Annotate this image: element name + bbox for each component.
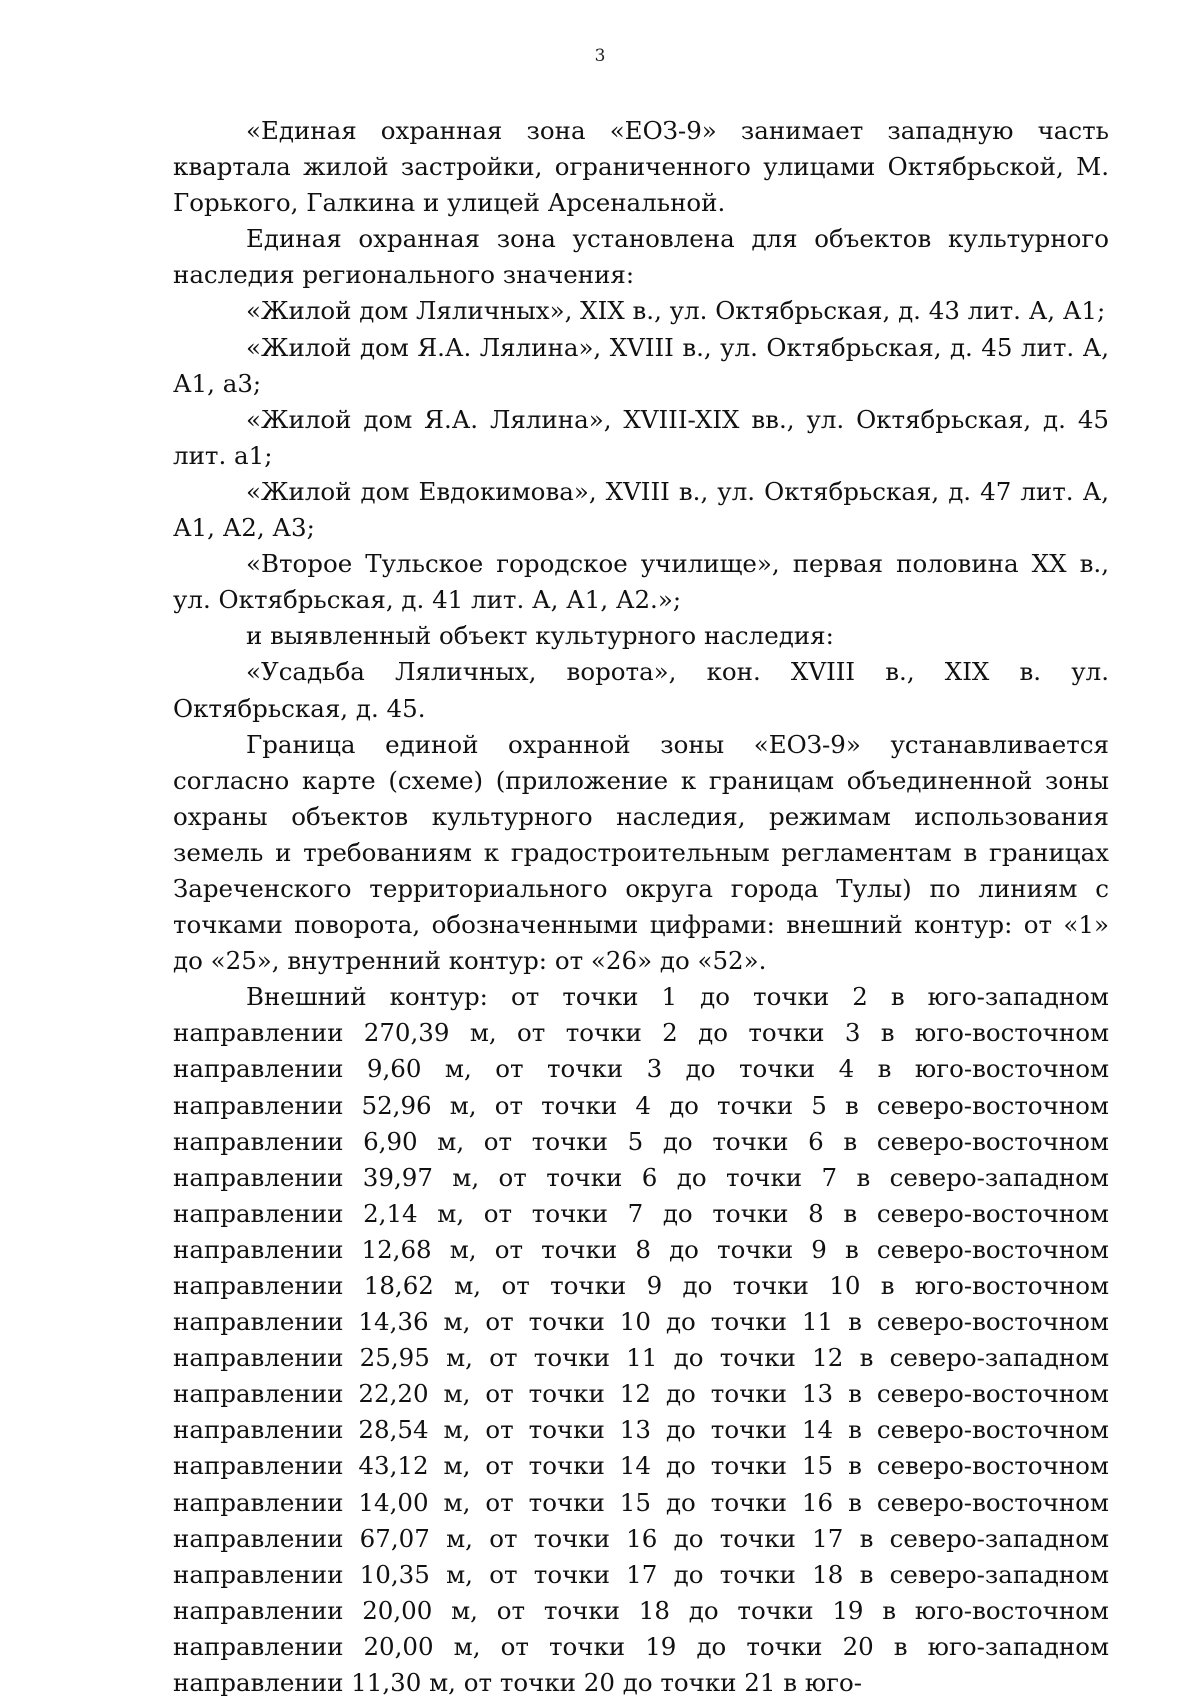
paragraph-identified-object: «Усадьба Ляличных, ворота», кон. XVIII в., XIX в. ул. Октябрьская, д. 45.	[173, 657, 1109, 723]
paragraph-zone-purpose: Единая охранная зона установлена для объектов культурного наследия регионального значения:	[173, 224, 1109, 290]
paragraph-outer-contour: Внешний контур: от точки 1 до точки 2 в юго-западном направлении 270,39 м, от точки 2 до точки 3 в юго-восточном направлении 9,60 м, от точки 3 до точки 4 в юго-восточном направлении 52,96 м, от точки 4 до точки 5 в северо-восточном направлении 6,90 м, от точки 5 до точки 6 в северо-восточном направлении 39,97 м, от точки 6 до точки 7 в северо-западном направлении 2,14 м, от точки 7 до точки 8 в северо-восточном направлении 12,68 м, от точки 8 до точки 9 в северо-восточном направлении 18,62 м, от точки 9 до точки 10 в юго-восточном направлении 14,36 м, от точки 10 до точки 11 в северо-восточном направлении 25,95 м, от точки 11 до точки 12 в северо-западном направлении 22,20 м, от точки 12 до точки 13 в северо-восточном направлении 28,54 м, от точки 13 до точки 14 в северо-восточном направлении 43,12 м, от точки 14 до точки 15 в северо-восточном направлении 14,00 м, от точки 15 до точки 16 в северо-восточном направлении 67,07 м, от точки 16 до точки 17 в северо-западном направлении 10,35 м, от точки 17 до точки 18 в северо-западном направлении 20,00 м, от точки 18 до точки 19 в юго-восточном направлении 20,00 м, от точки 19 до точки 20 в юго-западном направлении 11,30 м, от точки 20 до точки 21 в юго-	[173, 982, 1109, 1698]
document-body	[173, 113, 1109, 1701]
paragraph-heritage-object-3: «Жилой дом Я.А. Лялина», XVIII-XIX вв., ул. Октябрьская, д. 45 лит. а1;	[173, 404, 1109, 470]
paragraph-heritage-object-2: «Жилой дом Я.А. Лялина», XVIII в., ул. Октябрьская, д. 45 лит. А, А1, а3;	[173, 332, 1109, 398]
paragraph-heritage-object-4: «Жилой дом Евдокимова», XVIII в., ул. Октябрьская, д. 47 лит. А, А1, А2, А3;	[173, 476, 1109, 543]
page-number: 3	[594, 46, 606, 66]
paragraph-identified-object-intro: и выявленный объект культурного наследия:	[246, 621, 834, 651]
paragraph-zone-description: «Единая охранная зона «ЕОЗ-9» занимает западную часть квартала жилой застройки, ограниченного улицами Октябрьской, М. Горького, Галкина и улицей Арсенальной.	[173, 116, 1109, 218]
paragraph-heritage-object-5: «Второе Тульское городское училище», первая половина XX в., ул. Октябрьская, д. 41 лит. А, А1, А2.»;	[173, 549, 1109, 615]
paragraph-heritage-object-1: «Жилой дом Ляличных», XIX в., ул. Октябрьская, д. 43 лит. А, А1;	[246, 296, 1106, 326]
paragraph-boundary-definition: Граница единой охранной зоны «ЕОЗ-9» устанавливается согласно карте (схеме) (приложение к границам объединенной зоны охраны объектов культурного наследия, режимам использования земель и требованиям к градостроительным регламентам в границах Зареченского территориального округа города Тулы) по линиям с точками поворота, обозначенными цифрами: внешний контур: от «1» до «25», внутренний контур: от «26» до «52».	[173, 729, 1109, 976]
